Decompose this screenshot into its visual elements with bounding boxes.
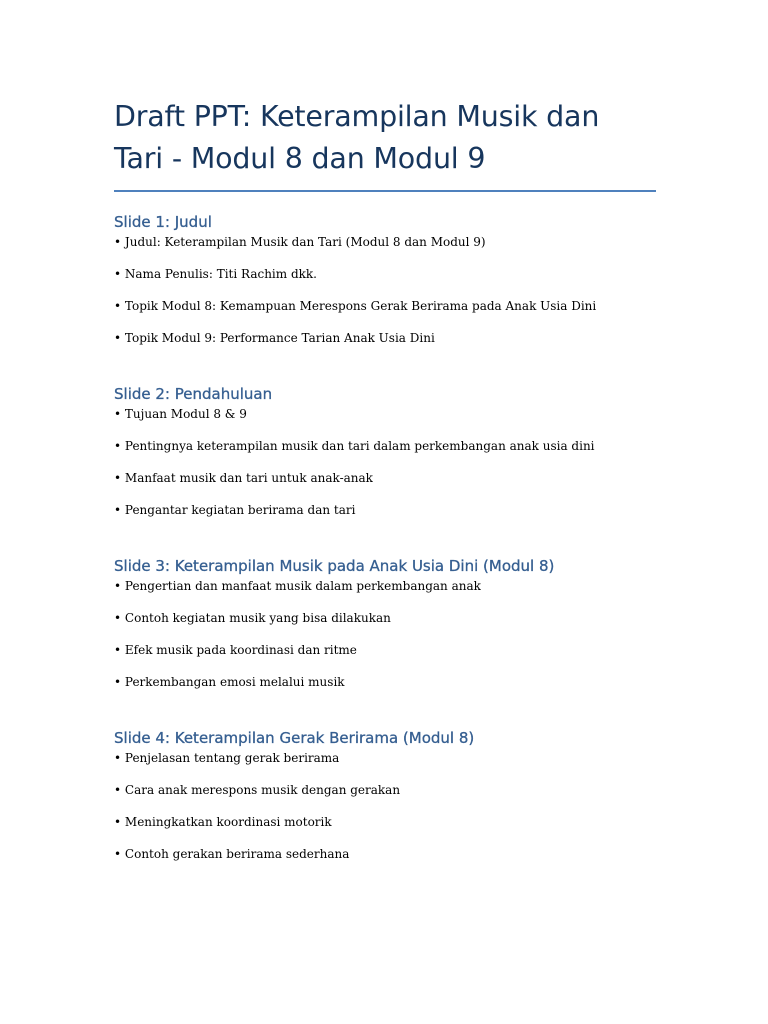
list-item: • Pentingnya keterampilan musik dan tari dalam perkembangan anak usia dini bbox=[114, 438, 656, 454]
document-title: Draft PPT: Keterampilan Musik dan Tari - Modul 8 dan Modul 9 bbox=[114, 100, 600, 175]
section-slide-3 bbox=[114, 556, 656, 690]
title-divider bbox=[114, 190, 656, 192]
list-item: • Perkembangan emosi melalui musik bbox=[114, 674, 656, 690]
list-item: • Tujuan Modul 8 & 9 bbox=[114, 406, 656, 422]
list-item: • Penjelasan tentang gerak berirama bbox=[114, 750, 656, 766]
section-heading: Slide 3: Keterampilan Musik pada Anak Usia Dini (Modul 8) bbox=[114, 557, 555, 575]
bullet-list bbox=[114, 234, 656, 346]
bullet-list bbox=[114, 750, 656, 862]
list-item: • Manfaat musik dan tari untuk anak-anak bbox=[114, 470, 656, 486]
list-item: • Judul: Keterampilan Musik dan Tari (Modul 8 dan Modul 9) bbox=[114, 234, 656, 250]
section-slide-4 bbox=[114, 728, 656, 862]
section-slide-2 bbox=[114, 384, 656, 518]
section-heading: Slide 2: Pendahuluan bbox=[114, 385, 273, 403]
list-item: • Topik Modul 9: Performance Tarian Anak Usia Dini bbox=[114, 330, 656, 346]
section-heading: Slide 4: Keterampilan Gerak Berirama (Modul 8) bbox=[114, 729, 475, 747]
bullet-list bbox=[114, 406, 656, 518]
section-heading: Slide 1: Judul bbox=[114, 213, 212, 231]
list-item: • Cara anak merespons musik dengan gerakan bbox=[114, 782, 656, 798]
list-item: • Pengantar kegiatan berirama dan tari bbox=[114, 502, 656, 518]
list-item: • Contoh kegiatan musik yang bisa dilakukan bbox=[114, 610, 656, 626]
list-item: • Nama Penulis: Titi Rachim dkk. bbox=[114, 266, 656, 282]
list-item: • Meningkatkan koordinasi motorik bbox=[114, 814, 656, 830]
list-item: • Contoh gerakan berirama sederhana bbox=[114, 846, 656, 862]
bullet-list bbox=[114, 578, 656, 690]
document-page bbox=[114, 0, 656, 861]
list-item: • Efek musik pada koordinasi dan ritme bbox=[114, 642, 656, 658]
list-item: • Pengertian dan manfaat musik dalam perkembangan anak bbox=[114, 578, 656, 594]
section-slide-1 bbox=[114, 212, 656, 346]
list-item: • Topik Modul 8: Kemampuan Merespons Gerak Berirama pada Anak Usia Dini bbox=[114, 298, 656, 314]
